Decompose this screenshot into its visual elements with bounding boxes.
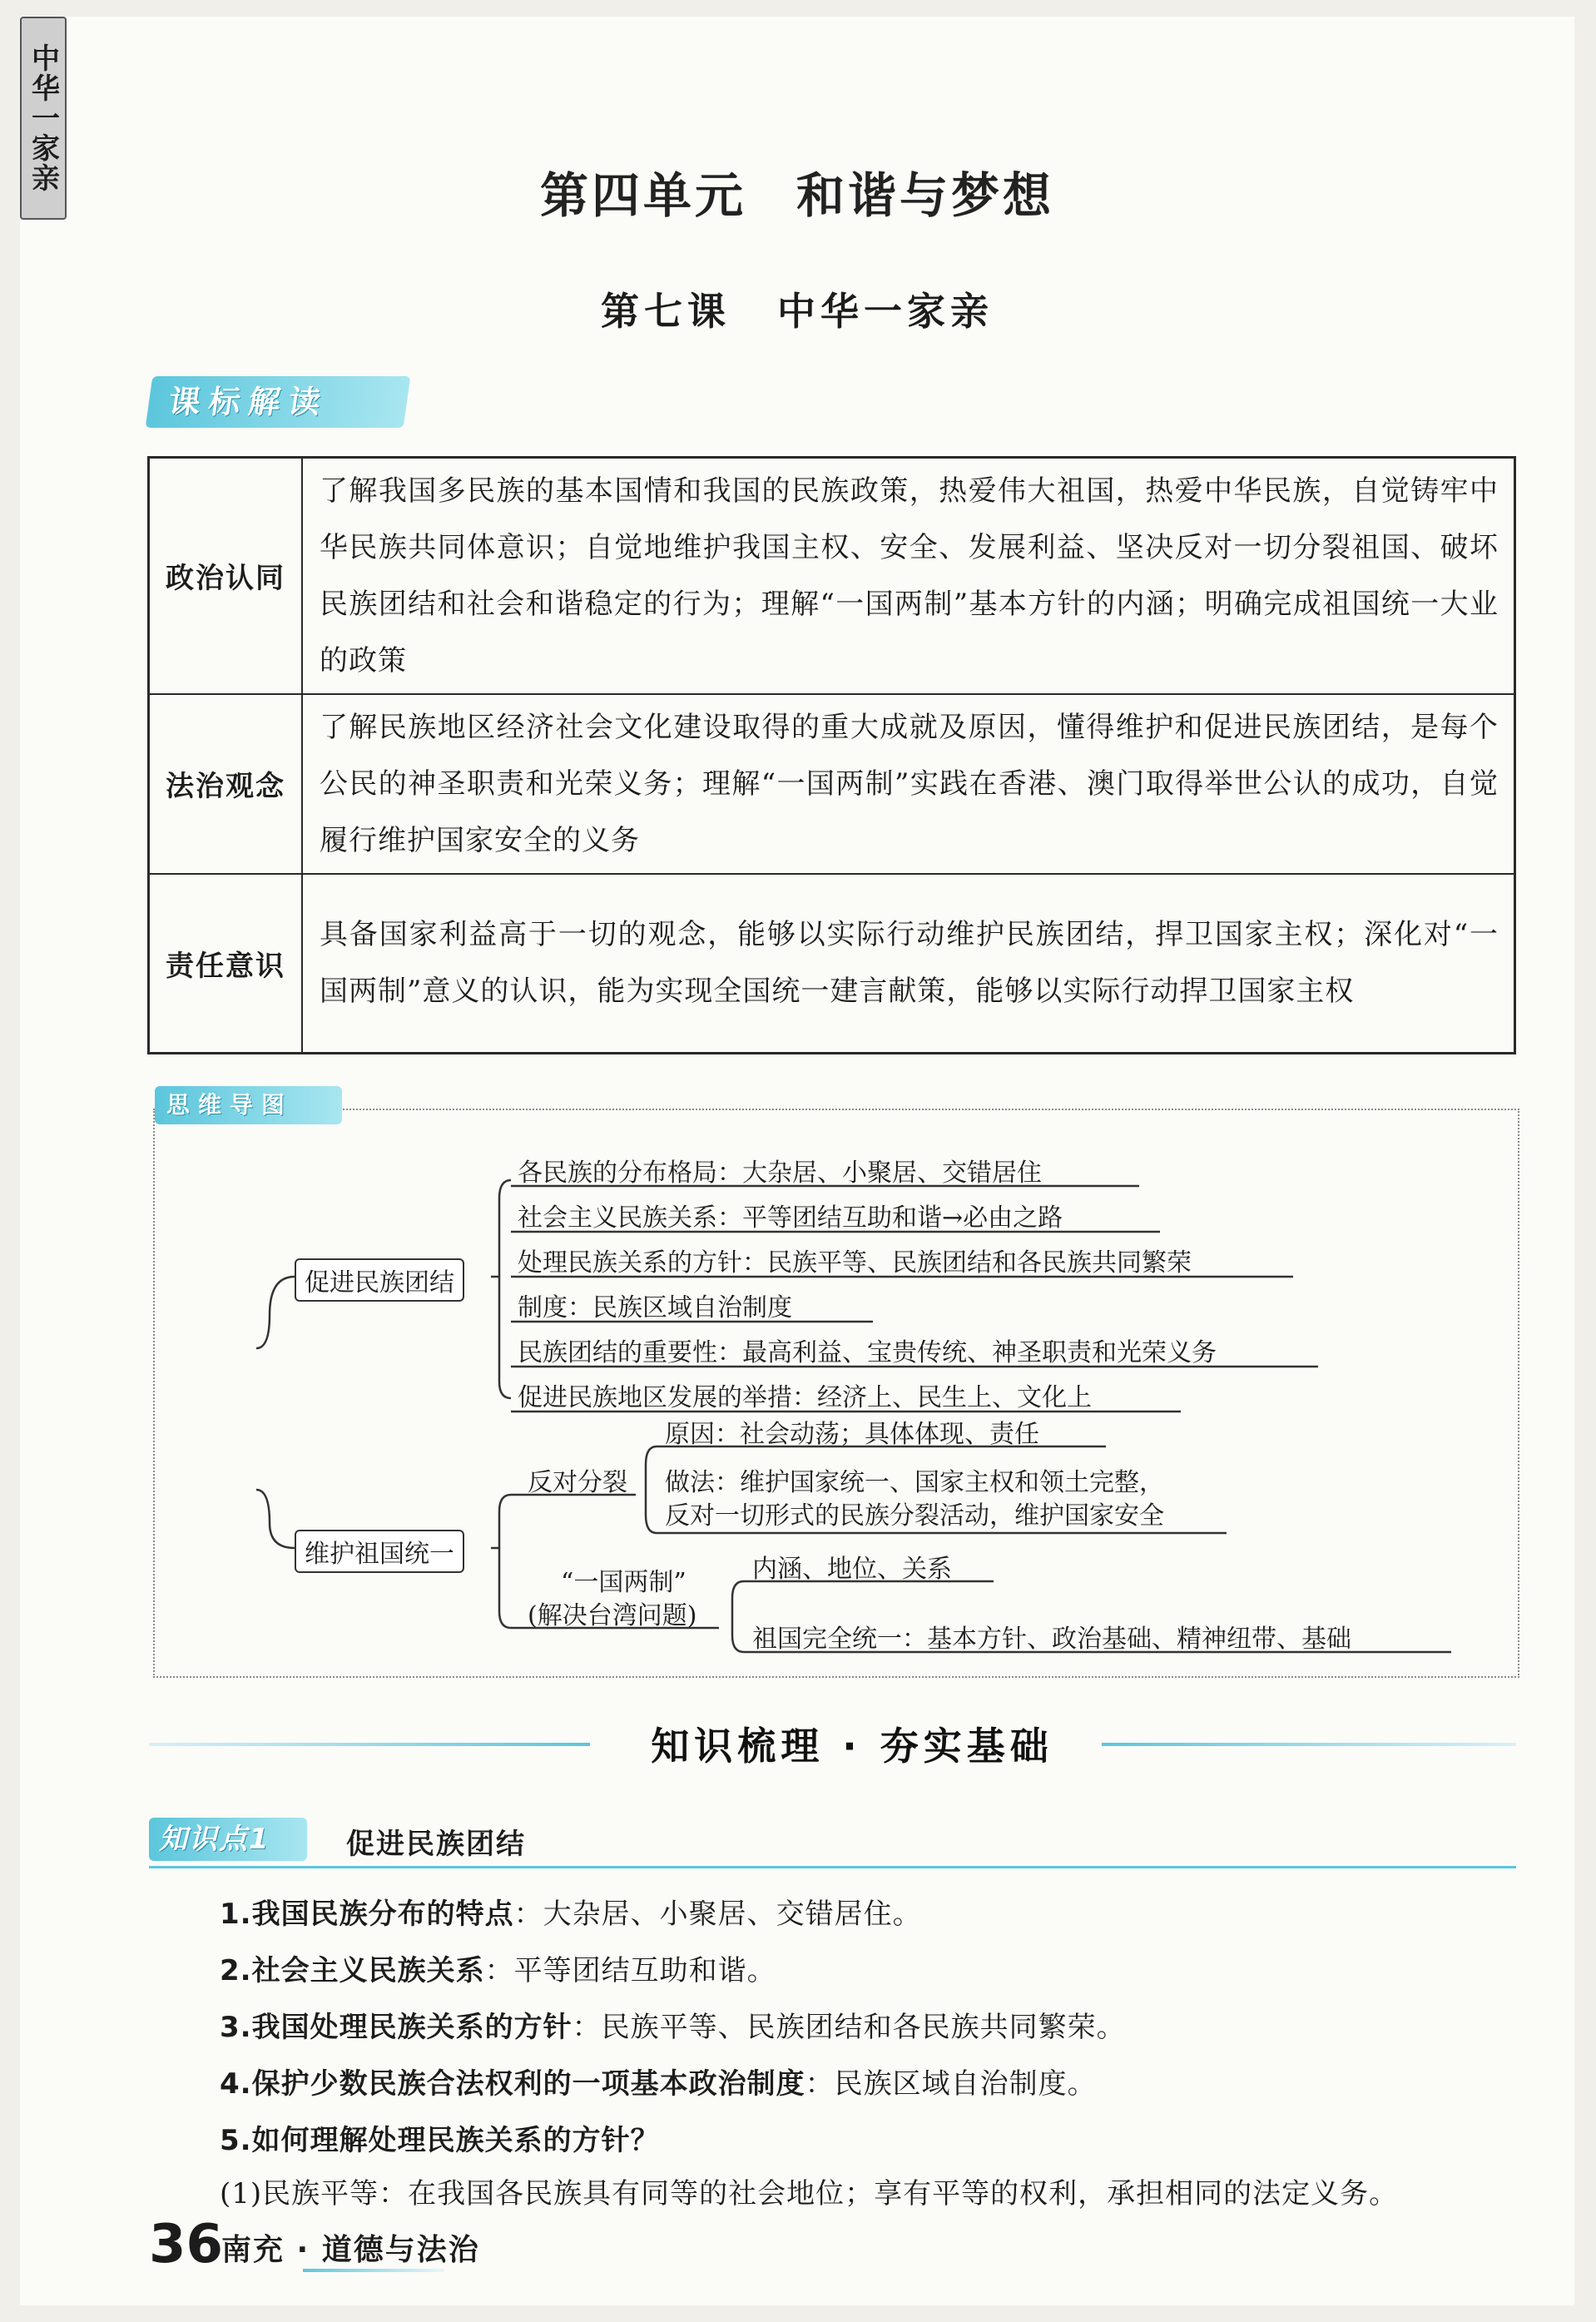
- footer-line: [303, 2269, 444, 2272]
- lesson-name: 中华一家亲: [777, 289, 994, 334]
- sub-point: (1)民族平等：在我国各民族具有同等的社会地位；享有平等的权利，承担相同的法定义务。: [220, 2177, 1399, 2210]
- point-heading: 如何理解处理民族关系的方针？: [251, 2124, 660, 2157]
- knowledge-point-title: 促进民族团结: [346, 1828, 526, 1861]
- mindmap-leaf: 处理民族关系的方针：民族平等、民族团结和各民族共同繁荣: [518, 1248, 1192, 1278]
- point-text: ：大杂居、小聚居、交错居住。: [513, 1898, 922, 1931]
- point-item: 4.保护少数民族合法权利的一项基本政治制度：民族区域自治制度。: [220, 2067, 1097, 2101]
- section-banner: 知识梳理 · 夯实基础: [651, 1724, 1053, 1769]
- mindmap-leaf: 民族团结的重要性：最高利益、宝贵传统、神圣职责和光荣义务: [518, 1338, 1217, 1367]
- mindmap-leaf: 社会主义民族关系：平等团结互助和谐→必由之路: [518, 1203, 1063, 1233]
- unit-label: 第四单元: [539, 167, 746, 224]
- banner-line-right: [1102, 1743, 1516, 1746]
- row-text: 具备国家利益高于一切的观念，能够以实际行动维护民族团结，捍卫国家主权；深化对“一国两制”意义的认识，能为实现全国统一建言献策，能够以实际行动捍卫国家主权: [302, 874, 1515, 1054]
- point-item: 2.社会主义民族关系：平等团结互助和谐。: [220, 1954, 776, 1987]
- lesson-label: 第七课: [601, 289, 731, 334]
- banner-line-left: [149, 1743, 590, 1746]
- row-label: 法治观念: [149, 694, 303, 874]
- point-item: 5.如何理解处理民族关系的方针？: [220, 2124, 660, 2157]
- point-text: ：民族平等、民族团结和各民族共同繁荣。: [572, 2011, 1126, 2044]
- point-heading: 社会主义民族关系: [251, 1954, 485, 1987]
- mindmap-leaf: 内涵、地位、关系: [752, 1555, 952, 1584]
- point-heading: 我国民族分布的特点: [251, 1898, 514, 1931]
- mindmap-tag: 思维导图: [155, 1086, 342, 1124]
- mindmap-leaf: 做法：维护国家统一、国家主权和领土完整，: [665, 1468, 1164, 1497]
- page-number: 36: [149, 2214, 224, 2275]
- row-text: 了解我国多民族的基本国情和我国的民族政策，热爱伟大祖国，热爱中华民族，自觉铸牢中华民族共同体意识；自觉地维护我国主权、安全、发展利益、坚决反对一切分裂祖国、破坏民族团结和社会和谐稳定的行为；理解“一国两制”基本方针的内涵；明确完成祖国统一大业的政策: [302, 458, 1515, 694]
- mindmap-leaf: 促进民族地区发展的举措：经济上、民生上、文化上: [518, 1383, 1092, 1412]
- branch-node-unification: 维护祖国统一: [295, 1530, 464, 1573]
- point-heading: 保护少数民族合法权利的一项基本政治制度: [251, 2067, 805, 2101]
- mindmap-leaf: 各民族的分布格局：大杂居、小聚居、交错居住: [518, 1159, 1042, 1188]
- unit-name: 和谐与梦想: [796, 167, 1055, 224]
- point-item: 3.我国处理民族关系的方针：民族平等、民族团结和各民族共同繁荣。: [220, 2011, 1126, 2044]
- point-item: 1.我国民族分布的特点：大杂居、小聚居、交错居住。: [220, 1898, 922, 1931]
- knowledge-point-underline: [149, 1866, 1516, 1868]
- connector-root-branch1: [256, 1277, 295, 1348]
- page: [20, 17, 1574, 2305]
- branch-node-unity: 促进民族团结: [295, 1258, 464, 1302]
- point-text: ：平等团结互助和谐。: [484, 1954, 776, 1987]
- footer-text: 南充 · 道德与法治: [221, 2233, 480, 2267]
- point-text: ：民族区域自治制度。: [805, 2067, 1097, 2101]
- curriculum-tag: 课标解读: [146, 376, 411, 428]
- point-heading: 我国处理民族关系的方针: [251, 2011, 572, 2044]
- bracket-branch1: [499, 1180, 511, 1398]
- sub-node-taiwan: (解决台湾问题): [528, 1601, 697, 1630]
- mindmap-leaf: 反对一切形式的民族分裂活动，维护国家安全: [665, 1501, 1164, 1531]
- row-label: 责任意识: [149, 874, 303, 1054]
- knowledge-point-tag: 知识点1: [149, 1818, 307, 1861]
- mindmap-leaf: 原因：社会动荡；具体体现、责任: [665, 1420, 1039, 1449]
- mindmap-leaf: 制度：民族区域自治制度: [518, 1293, 792, 1322]
- mindmap-root: 中华一家亲: [20, 17, 67, 220]
- row-label: 政治认同: [149, 458, 303, 694]
- mindmap-leaf: 祖国完全统一：基本方针、政治基础、精神纽带、基础: [752, 1625, 1351, 1654]
- sub-node-one-country: “一国两制”: [561, 1568, 686, 1597]
- connector-root-branch2: [256, 1490, 295, 1548]
- row-text: 了解民族地区经济社会文化建设取得的重大成就及原因，懂得维护和促进民族团结，是每个公民的神圣职责和光荣义务；理解“一国两制”实践在香港、澳门取得举世公认的成功，自觉履行维护国家安全的义务: [302, 694, 1515, 874]
- bracket-branch2: [499, 1495, 511, 1628]
- sub-node-oppose: 反对分裂: [528, 1468, 627, 1497]
